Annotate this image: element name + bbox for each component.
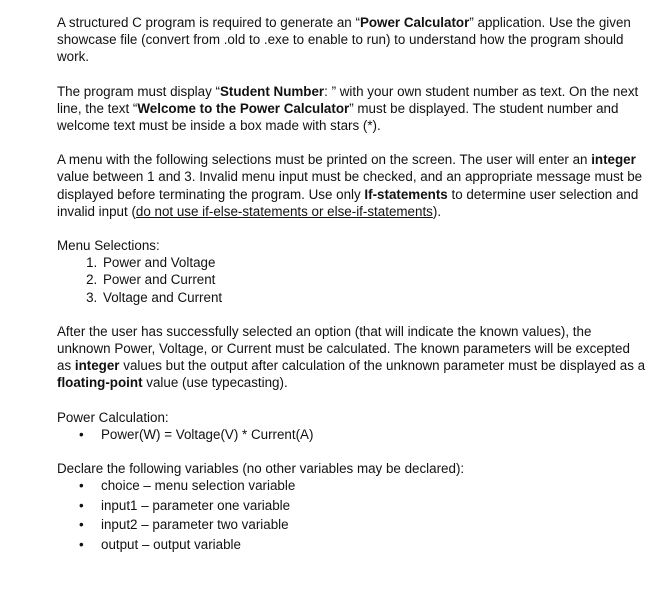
integer-bold: integer — [591, 152, 636, 168]
display-text-2: : ” with your own student number as text. On the next line, the text “ — [57, 83, 639, 116]
power-calculation-section — [57, 409, 647, 443]
menu-req-text-1: A menu with the following selections must be printed on the screen. The user will enter an — [57, 152, 592, 168]
variable-text: output – output variable — [101, 536, 241, 552]
student-number-bold: Student Number — [219, 83, 325, 99]
bullet-icon: • — [79, 536, 84, 552]
bullet-icon: • — [79, 517, 84, 533]
menu-requirements-paragraph — [57, 151, 647, 220]
display-requirements-paragraph — [57, 83, 647, 135]
variable-item — [79, 497, 647, 514]
menu-req-text-3: to determine user selection and invalid input ( — [57, 186, 639, 219]
menu-req-text-2: value between 1 and 3. Invalid menu input must be checked, and an appropriate message must be displayed before terminating the program. Use only — [57, 169, 643, 202]
formula-item — [79, 426, 647, 443]
intro-paragraph — [57, 14, 647, 66]
intro-text-1: A structured C program is required to generate an “ — [57, 15, 360, 30]
variable-text: choice – menu selection variable — [101, 478, 296, 494]
app-name-bold: Power Calculator — [359, 15, 470, 30]
menu-selections-section — [57, 237, 647, 306]
variables-list — [57, 477, 647, 553]
variable-text: input1 – parameter one variable — [101, 497, 291, 513]
bullet-icon: • — [79, 426, 84, 442]
menu-selections-heading: Menu Selections: — [57, 238, 160, 254]
welcome-text-bold: Welcome to the Power Calculator — [137, 100, 350, 116]
variables-heading: Declare the following variables (no other variables may be declared): — [57, 461, 465, 477]
menu-selections-list — [57, 254, 647, 306]
calc-text-1: After the user has successfully selected an option (that will indicate the known values), the unknown Power, Voltage, or Current must be calculated. The known parameters will be excepted as — [57, 323, 630, 374]
if-statements-bold: If-statements — [364, 186, 448, 202]
document-page — [57, 14, 647, 555]
display-text-1: The program must display “ — [57, 83, 220, 99]
variable-item — [79, 477, 647, 494]
variable-text: input2 – parameter two variable — [101, 517, 289, 533]
power-calculation-heading: Power Calculation: — [57, 409, 169, 425]
menu-item: 2. Power and Current — [101, 271, 647, 288]
menu-item: 1. Power and Voltage — [101, 254, 647, 271]
variable-item — [79, 536, 647, 553]
menu-req-text-4: ). — [432, 203, 442, 219]
floating-point-bold: floating-point — [57, 375, 143, 391]
calc-text-3: value (use typecasting). — [142, 375, 288, 391]
power-formula-list — [57, 426, 647, 443]
menu-item: 3. Voltage and Current — [101, 289, 647, 306]
integer-bold: integer — [74, 358, 120, 374]
bullet-icon: • — [79, 497, 84, 513]
formula-text: Power(W) = Voltage(V) * Current(A) — [101, 426, 314, 442]
bullet-icon: • — [79, 478, 84, 494]
variable-item — [79, 516, 647, 533]
variables-section — [57, 460, 647, 553]
intro-text-2: ” application. Use the given showcase file (convert from .old to .exe to enable to run) to understand how the program should work. — [57, 15, 631, 65]
calc-text-2: values but the output after calculation of the unknown parameter must be displayed as a — [119, 358, 646, 374]
display-text-3: ” must be displayed. The student number and welcome text must be inside a box made with stars (*). — [57, 100, 619, 134]
calculation-paragraph — [57, 323, 647, 392]
restriction-underlined: do not use if-else-statements or else-if-statements — [135, 203, 433, 219]
